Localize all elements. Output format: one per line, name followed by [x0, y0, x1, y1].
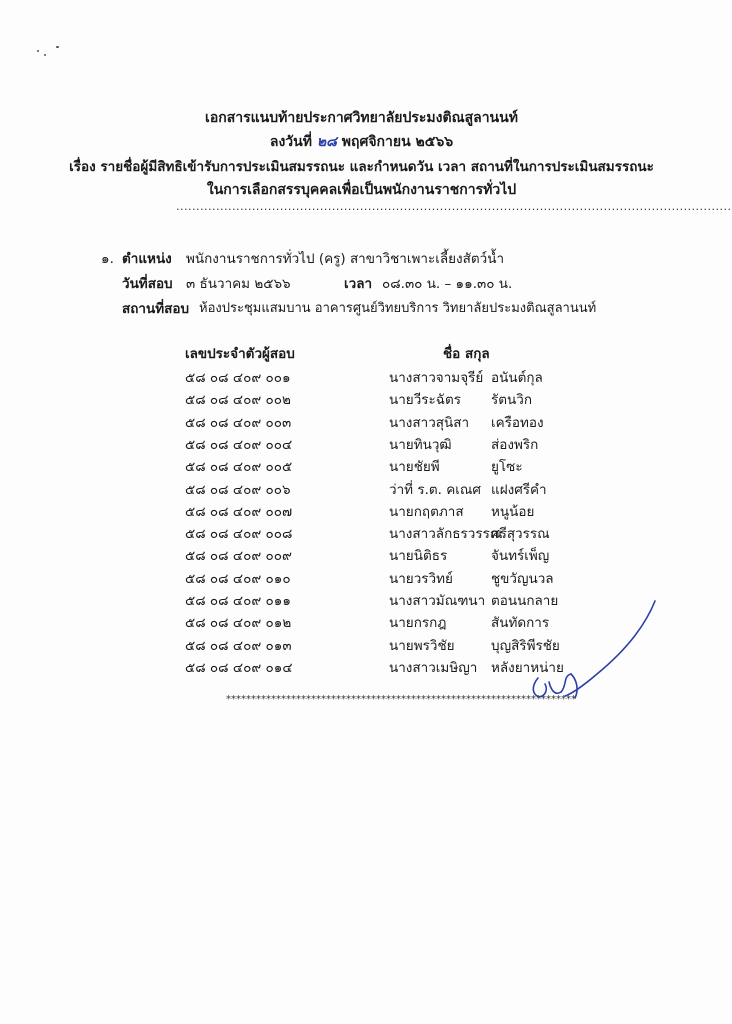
candidate-last-name: ส่องพริก [491, 437, 539, 453]
candidate-first-name: นายชัยพี [389, 459, 440, 475]
item-number: ๑. [101, 251, 114, 267]
candidate-id: ๕๘ ๐๘ ๔๐๙ ๐๑๑ [185, 593, 291, 609]
candidate-id: ๕๘ ๐๘ ๔๐๙ ๐๑๐ [185, 571, 291, 587]
header-line-2 [0, 131, 723, 153]
candidate-id: ๕๘ ๐๘ ๔๐๙ ๐๐๘ [185, 526, 293, 542]
candidate-first-name: นายนิติธร [389, 548, 448, 564]
candidate-first-name: นางสาวเมษิญา [389, 660, 478, 676]
candidate-last-name: หนูน้อย [491, 504, 535, 520]
candidate-id: ๕๘ ๐๘ ๔๐๙ ๐๐๕ [185, 459, 293, 475]
candidate-id: ๕๘ ๐๘ ๔๐๙ ๐๐๓ [185, 415, 292, 431]
candidate-last-name: ชูขวัญนวล [491, 571, 554, 587]
candidate-id: ๕๘ ๐๘ ๔๐๙ ๐๑๒ [185, 615, 292, 631]
footer-stars: ********************************************************************** [226, 694, 576, 705]
candidate-last-name: บุญสิริพีรชัย [491, 638, 560, 654]
scan-speck [44, 54, 46, 56]
header-divider: ........................................................................................................................................... [176, 200, 732, 213]
header-date-prefix: ลงวันที่ [269, 134, 312, 150]
candidate-last-name: ศรีสุวรรณ [491, 526, 550, 542]
exam-date-label: วันที่สอบ [122, 276, 173, 292]
candidate-last-name: หลังยาหน่าย [491, 660, 564, 676]
header-date-day-handwritten: ๒๘ [316, 134, 337, 150]
candidate-last-name: เครือทอง [491, 415, 544, 431]
candidate-id: ๕๘ ๐๘ ๔๐๙ ๐๐๔ [185, 437, 293, 453]
candidate-first-name: ว่าที่ ร.ต. คเณศ [389, 482, 481, 498]
candidate-id: ๕๘ ๐๘ ๔๐๙ ๐๐๖ [185, 482, 291, 498]
scan-speck [56, 46, 59, 48]
exam-time-value: ๐๘.๓๐ น. – ๑๑.๓๐ น. [382, 276, 513, 292]
candidate-first-name: นายวีระฉัตร [389, 392, 462, 408]
candidate-last-name: แฝงศรีคำ [491, 482, 547, 498]
table-header-name: ชื่อ สกุล [443, 346, 490, 362]
candidate-last-name: จันทร์เพ็ญ [491, 548, 550, 564]
candidate-first-name: นายกฤตภาส [389, 504, 464, 520]
candidate-first-name: นายทินวุฒิ [389, 437, 452, 453]
header-date-suffix: พฤศจิกายน ๒๕๖๖ [341, 134, 454, 150]
candidate-id: ๕๘ ๐๘ ๔๐๙ ๐๐๒ [185, 392, 291, 408]
scan-speck [37, 50, 39, 52]
candidate-first-name: นางสาวจามจุรีย์ [389, 370, 484, 386]
header-line-4: ในการเลือกสรรบุคคลเพื่อเป็นพนักงานราชการทั่วไป [206, 182, 517, 198]
position-label: ตำแหน่ง [122, 251, 172, 267]
candidate-id: ๕๘ ๐๘ ๔๐๙ ๐๐๙ [185, 548, 292, 564]
position-value: พนักงานราชการทั่วไป (ครู) สาขาวิชาเพาะเลี้ยงสัตว์น้ำ [186, 251, 505, 267]
header-line-1: เอกสารแนบท้ายประกาศวิทยาลัยประมงติณสูลานนท์ [205, 110, 518, 126]
exam-date-value: ๓ ธันวาคม ๒๕๖๖ [186, 276, 291, 292]
candidate-first-name: นางสาวมัณฑนา [389, 593, 486, 609]
candidate-id: ๕๘ ๐๘ ๔๐๙ ๐๐๑ [185, 370, 291, 386]
candidate-last-name: รัตนวิก [491, 392, 533, 408]
header-line-3: เรื่อง รายชื่อผู้มีสิทธิเข้ารับการประเมินสมรรถนะ และกำหนดวัน เวลา สถานที่ในการประเมินสมรรถนะ [69, 159, 654, 175]
candidate-last-name: สันทัดการ [491, 615, 550, 631]
candidate-first-name: นายวรวิทย์ [389, 571, 453, 587]
candidate-id: ๕๘ ๐๘ ๔๐๙ ๐๐๗ [185, 504, 293, 520]
exam-place-label: สถานที่สอบ [122, 301, 190, 317]
candidate-last-name: อนันต์กุล [491, 370, 543, 386]
candidate-id: ๕๘ ๐๘ ๔๐๙ ๐๑๓ [185, 638, 292, 654]
signature-mark [505, 596, 675, 711]
exam-time-label: เวลา [344, 276, 373, 292]
exam-place-value: ห้องประชุมแสมบาน อาคารศูนย์วิทยบริการ วิทยาลัยประมงติณสูลานนท์ [199, 301, 597, 316]
table-header-id: เลขประจำตัวผู้สอบ [185, 346, 295, 362]
candidate-first-name: นางสาวสุนิสา [389, 415, 470, 431]
candidate-first-name: นายพรวิชัย [389, 638, 455, 654]
candidate-first-name: นายกรกฎ [389, 615, 447, 631]
candidate-id: ๕๘ ๐๘ ๔๐๙ ๐๑๔ [185, 660, 293, 676]
candidate-first-name: นางสาวลักธรวรรณ [389, 526, 503, 542]
candidate-last-name: ตอนนกลาย [491, 593, 559, 609]
candidate-last-name: ยูโซะ [491, 459, 523, 475]
